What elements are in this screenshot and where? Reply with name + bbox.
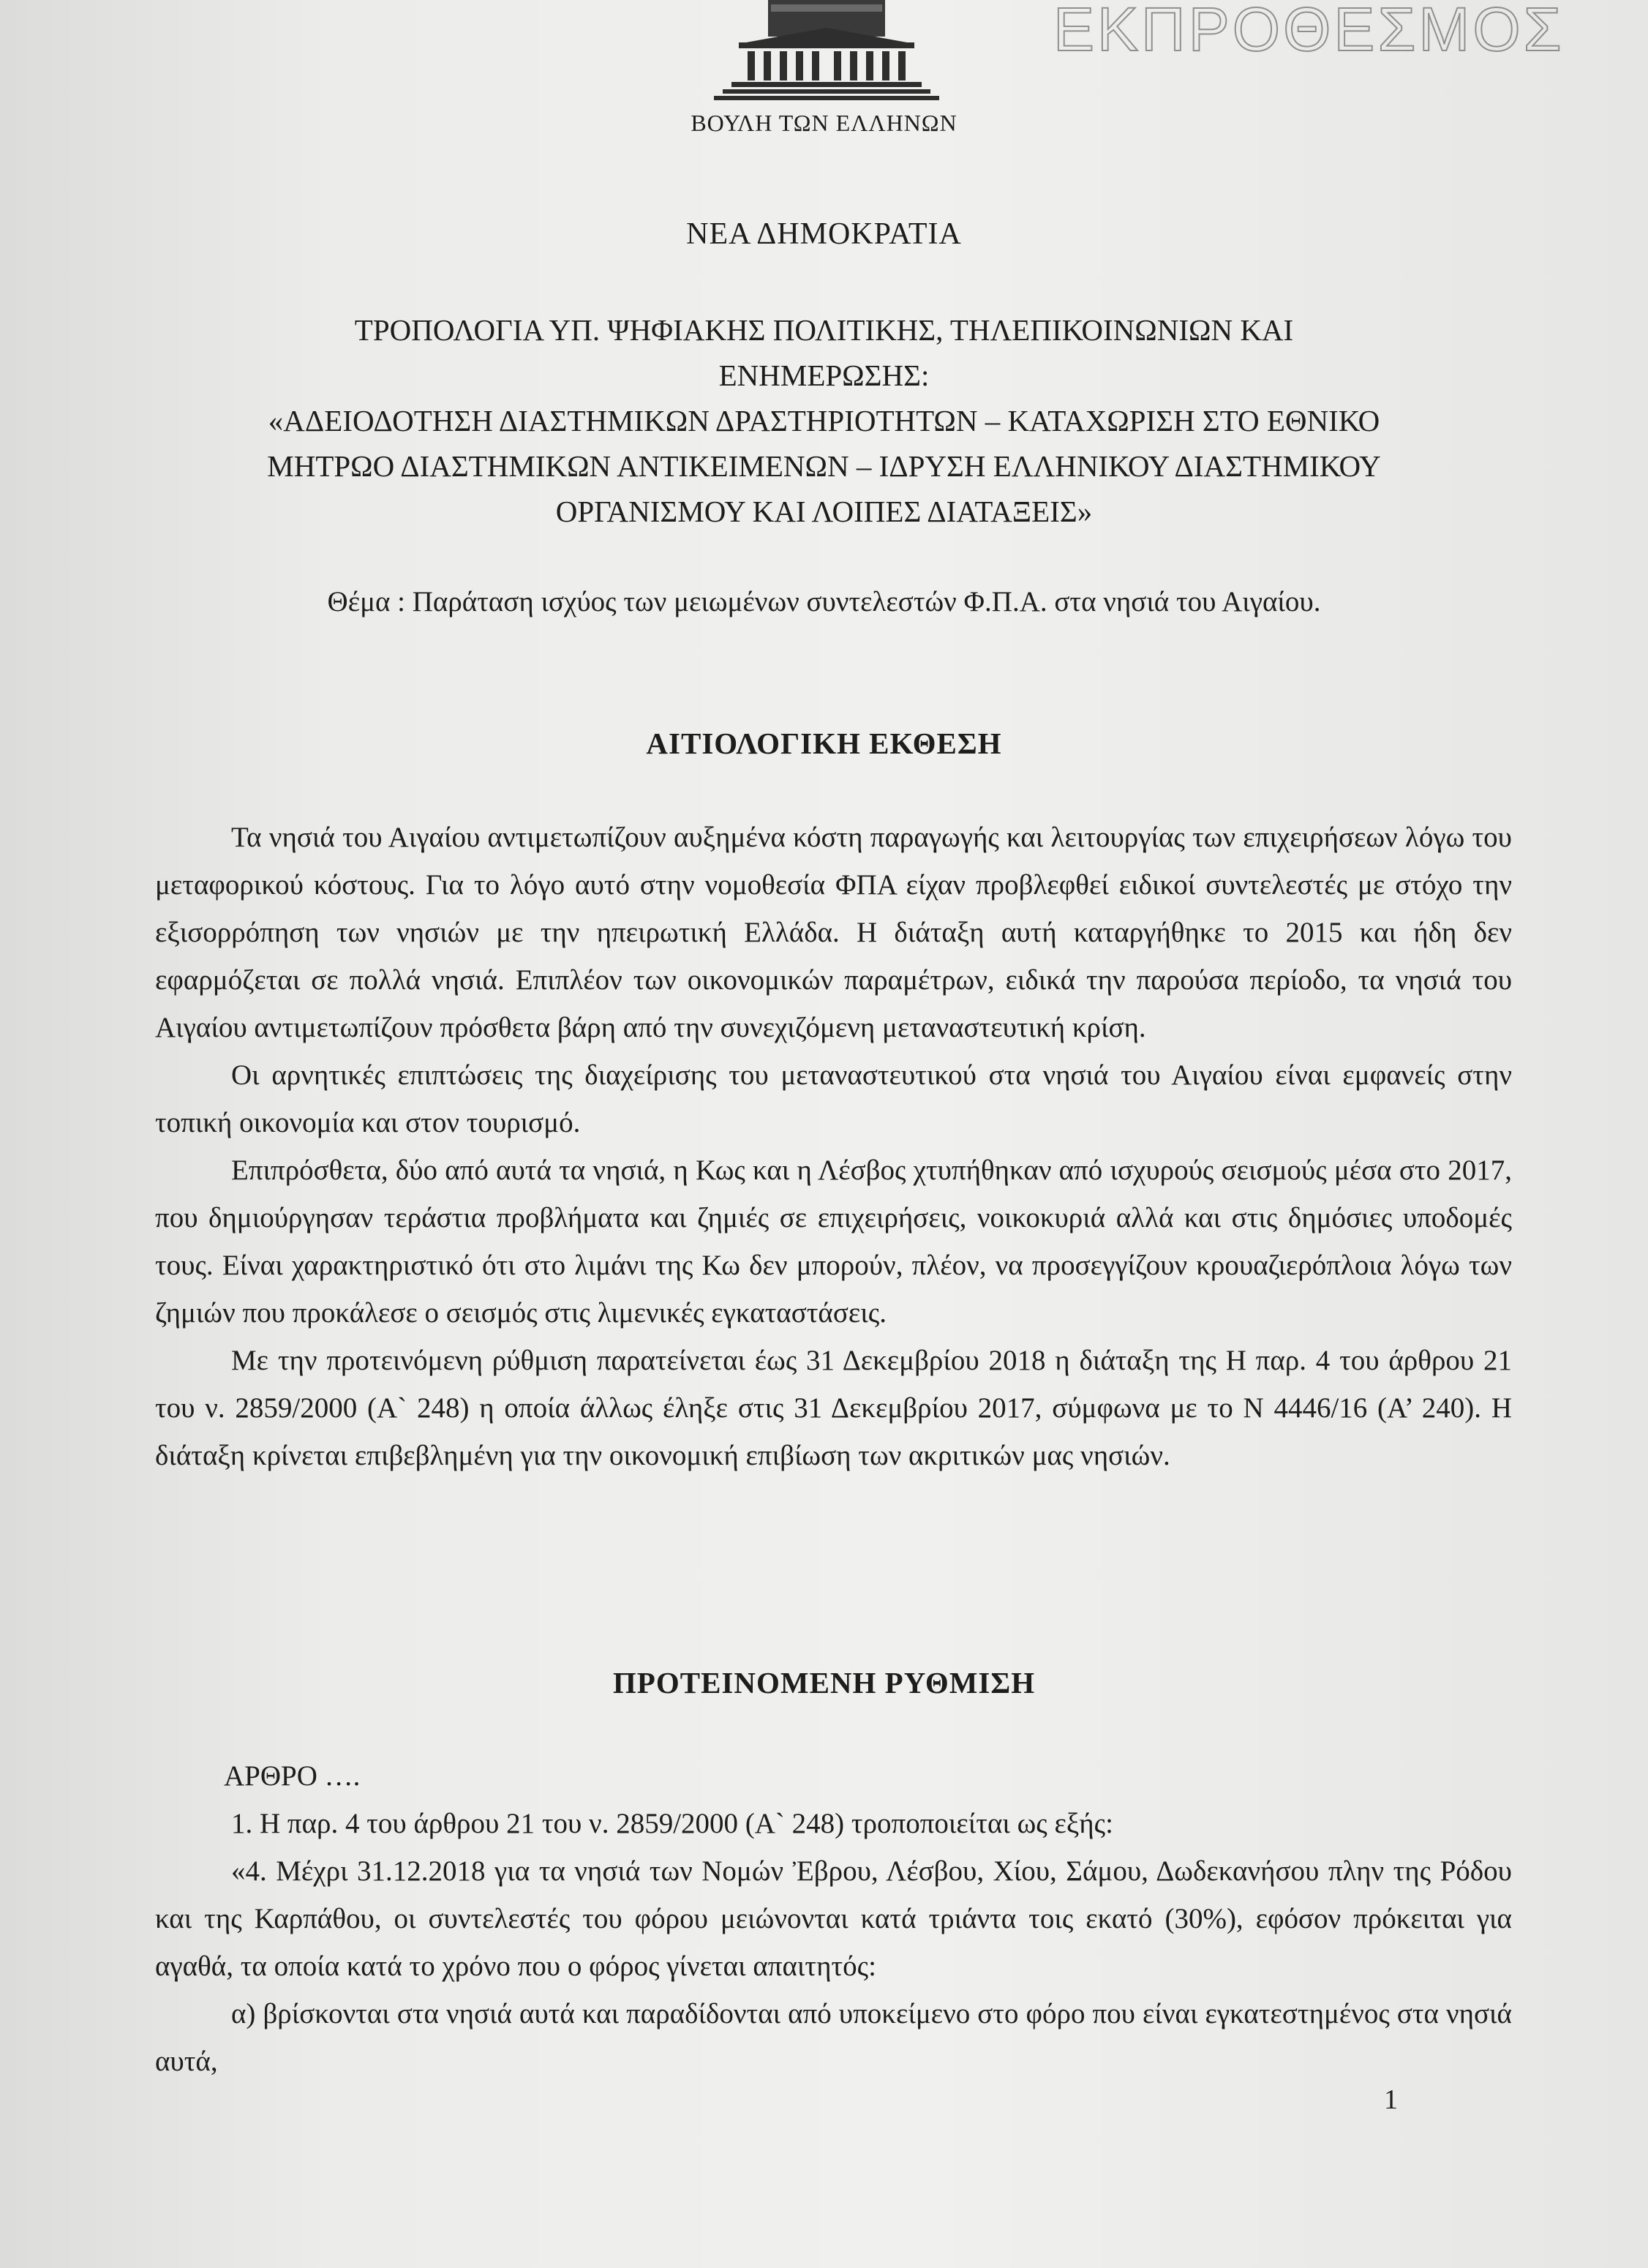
report-heading: ΑΙΤΙΟΛΟΓΙΚΗ ΕΚΘΕΣΗ [646,726,1002,760]
report-paragraph: Τα νησιά του Αιγαίου αντιμετωπίζουν αυξημένα κόστη παραγωγής και λειτουργίας των επιχειρήσεων λόγω του μεταφορικού κόστους. Για το λόγο αυτό στην νομοθεσία ΦΠΑ είχαν προβλεφθεί ειδικοί συντελεστές με στόχο την εξισορρόπηση των νησιών με την ηπειρωτική Ελλάδα. Η διάταξη αυτή καταργήθηκε το 2015 και ήδη δεν εφαρμόζεται σε πολλά νησιά. Επιπλέον των οικονομικών παραμέτρων, ειδικά την παρούσα περίοδο, τα νησιά του Αιγαίου αντιμετωπίζουν πρόσθετα βάρη από την συνεχιζόμενη μεταναστευτική κρίση. [155,822,1512,1043]
parliament-building-icon [710,0,944,102]
subject-line: Θέμα : Παράταση ισχύος των μειωμένων συντελεστών Φ.Π.Α. στα νησιά του Αιγαίου. [327,586,1321,617]
report-paragraph: Με την προτεινόμενη ρύθμιση παρατείνεται έως 31 Δεκεμβρίου 2018 η διάταξη της Η παρ. 4 του άρθρου 21 του ν. 2859/2000 (Α` 248) η οποία άλλως έληξε στις 31 Δεκεμβρίου 2017, σύμφωνα με το Ν 4446/16 (Α’ 240). Η διάταξη κρίνεται επιβεβλημένη για την οικονομική επιβίωση των ακριτικών μας νησιών. [155,1345,1512,1471]
proposal-paragraph: 1. Η παρ. 4 του άρθρου 21 του ν. 2859/2000 (Α` 248) τροποποιείται ως εξής: [231,1808,1113,1839]
amendment-title-line: ΟΡΓΑΝΙΣΜΟΥ ΚΑΙ ΛΟΙΠΕΣ ΔΙΑΤΑΞΕΙΣ» [555,495,1093,528]
amendment-title [0,307,1648,534]
parliament-name: ΒΟΥΛΗ ΤΩΝ ΕΛΛΗΝΩΝ [691,110,957,136]
report-paragraph: Οι αρνητικές επιπτώσεις της διαχείρισης του μεταναστευτικού στα νησιά του Αιγαίου είναι εμφανείς στην τοπική οικονομία και στον τουρισμό. [155,1059,1512,1138]
article-label: ΑΡΘΡΟ …. [224,1760,361,1792]
amendment-title-line: ΤΡΟΠΟΛΟΓΙΑ ΥΠ. ΨΗΦΙΑΚΗΣ ΠΟΛΙΤΙΚΗΣ, ΤΗΛΕΠΙΚΟΙΝΩΝΙΩΝ ΚΑΙ [354,313,1294,347]
report-body [155,814,1512,1479]
amendment-title-line: ΜΗΤΡΩΟ ΔΙΑΣΤΗΜΙΚΩΝ ΑΝΤΙΚΕΙΜΕΝΩΝ – ΙΔΡΥΣΗ ΕΛΛΗΝΙΚΟΥ ΔΙΑΣΤΗΜΙΚΟΥ [267,449,1381,483]
amendment-title-line: «ΑΔΕΙΟΔΟΤΗΣΗ ΔΙΑΣΤΗΜΙΚΩΝ ΔΡΑΣΤΗΡΙΟΤΗΤΩΝ – ΚΑΤΑΧΩΡΙΣΗ ΣΤΟ ΕΘΝΙΚΟ [268,404,1380,438]
report-paragraph: Επιπρόσθετα, δύο από αυτά τα νησιά, η Κως και η Λέσβος χτυπήθηκαν από ισχυρούς σεισμούς μέσα στο 2017, που δημιούργησαν τεράστια προβλήματα και ζημιές σε επιχειρήσεις, νοικοκυριά αλλά και στις δημόσιες υποδομές τους. Είναι χαρακτηριστικό ότι στο λιμάνι της Κω δεν μπορούν, πλέον, να προσεγγίζουν κρουαζιερόπλοια λόγω των ζημιών που προκάλεσε ο σεισμός στις λιμενικές εγκαταστάσεις. [155,1154,1512,1329]
proposal-body [155,1752,1512,2085]
proposal-paragraph: α) βρίσκονται στα νησιά αυτά και παραδίδονται από υποκείμενο στο φόρο που είναι εγκατεστημένος στα νησιά αυτά, [155,1998,1512,2077]
proposal-paragraph: «4. Μέχρι 31.12.2018 για τα νησιά των Νομών Ἐβρου, Λέσβου, Χίου, Σάμου, Δωδεκανήσου πλην της Ρόδου και της Καρπάθου, οι συντελεστές του φόρου μειώνονται κατά τριάντα τοις εκατό (30%), εφόσον πρόκειται για αγαθά, τα οποία κατά το χρόνο που ο φόρος γίνεται απαιτητός: [155,1855,1512,1982]
amendment-title-line: ΕΝΗΜΕΡΩΣΗΣ: [718,358,930,392]
page-number: 1 [1384,2084,1398,2115]
party-name: ΝΕΑ ΔΗΜΟΚΡΑΤΙΑ [686,217,962,251]
proposal-heading: ΠΡΟΤΕΙΝΟΜΕΝΗ ΡΥΘΜΙΣΗ [612,1666,1036,1700]
stamp-text: ΕΚΠΡΟΘΕΣΜΟΣ [1053,0,1565,64]
